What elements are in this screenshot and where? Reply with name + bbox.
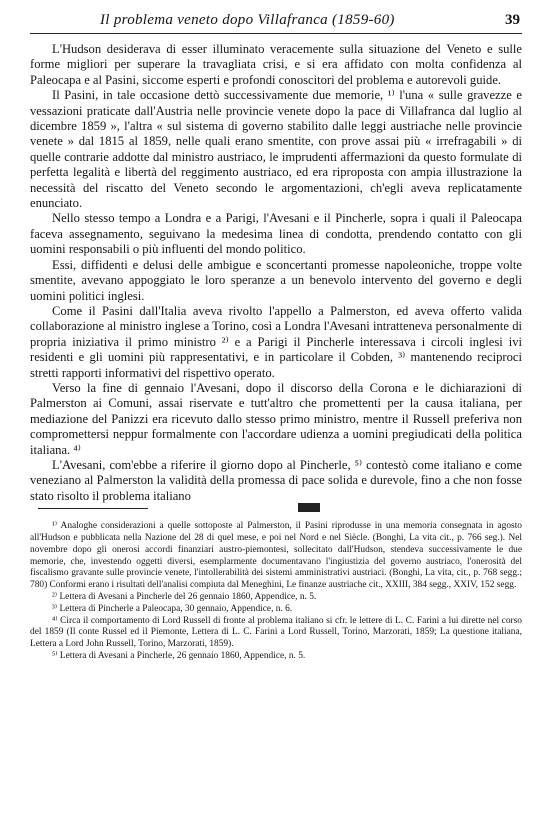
ink-mark	[298, 503, 320, 512]
footnotes	[30, 521, 522, 663]
paragraph: Verso la fine di gennaio l'Avesani, dopo il discorso della Corona e le dichiarazioni di Palmerston ai Comuni, assai riservate e tutt'altro che promettenti per la causa italiana, per mediazione del Panizzi era ricevuto dallo stesso primo ministro, mentre il Russell preferiva non compromettersi neppur formalmente con l'accordare udienza a uomini pregiudicati della politica italiana. ⁴⁾	[30, 380, 522, 457]
footnote: ¹⁾ Analoghe considerazioni a quelle sottoposte al Palmerston, il Pasini riprodusse in una memoria consegnata in agosto all'Hudson e pubblicata nella Nazione del 28 di quel mese, e poi nel Nord e nel Siècle. (Bonghi, La vita cit., p. 766 seg.). Nel novembre dopo gli onerosi accordi finanziari austro-piemontesi, sollecitato dall'Hudson, stendeva successivamente le due memorie, che, investendo oggetti diversi, esemplarmente documentavano l'ingiustizia del governo austriaco, l'onerosità del fiscalismo gravante sulle provincie venete, l'intollerabilità dei sistemi amministrativi austriaci. (Bonghi, La vita, cit., p. 768 segg.; 780) Conformi erano i risultati dell'analisi compiuta dal Meneghini, Le finanze austriache cit., XXIII, 384 segg., XXIV, 152 segg.	[30, 521, 522, 591]
paragraph: L'Hudson desiderava di esser illuminato veracemente sulla situazione del Veneto e sulle forme migliori per superare la travagliata crisi, e si era affidato con molta confidenza al Paleocapa e al Pasini, siccome esperti e profondi conoscitori del problema e autorevoli guide.	[30, 42, 522, 87]
footnote-separator	[30, 505, 522, 519]
footnote: ⁵⁾ Lettera di Avesani a Pincherle, 26 gennaio 1860, Appendice, n. 5.	[52, 650, 306, 661]
paragraph: Nello stesso tempo a Londra e a Parigi, l'Avesani e il Pincherle, sopra i quali il Paleocapa faceva assegnamento, seguivano la medesima linea di condotta, prendendo contatto con gli uomini responsabili o più influenti del mondo politico.	[30, 211, 522, 257]
paragraph: Il Pasini, in tale occasione dettò successivamente due memorie, ¹⁾ l'una « sulle gravezze e vessazioni praticate dall'Austria nelle provincie venete dopo la pace di Villafranca dal luglio al dicembre 1859 », l'altra « sul sistema di governo stabilito dalle leggi austriache nelle provincie venete » dal 1815 al 1859, nelle quali erano smentite, con prove assai più « irrefragabili » di quelle contrarie addotte dal ministro austriaco, le imprudenti affermazioni da questo formulate di perfetta legalità e libertà del reggimento austriaco, ed era riproposta con ampia illustrazione la necessità del riscatto del Veneto secondo le argomentazioni, ch'egli aveva replicatamente enunciato.	[30, 88, 522, 211]
footnote-rule	[38, 508, 148, 509]
footnote: ²⁾ Lettera di Avesani a Pincherle del 26 gennaio 1860, Appendice, n. 5.	[52, 591, 317, 602]
main-text	[30, 42, 522, 504]
running-header	[30, 12, 522, 34]
running-title: Il problema veneto dopo Villafranca (1859-60)	[100, 12, 395, 28]
footnote: ⁴⁾ Circa il comportamento di Lord Russell di fronte al problema italiano si cfr. le lettere di L. C. Farini a lui dirette nel corso del 1859 (Il conte Russel ed il Piemonte, Lettera di L. C. Farini a Lord Russell, Torino, Marzorati, 1859; La questione italiana, Lettera a Lord John Russell, Torino, Marzorati, 1859).	[30, 615, 522, 650]
footnote: ³⁾ Lettera di Pincherle a Paleocapa, 30 gennaio, Appendice, n. 6.	[52, 603, 293, 614]
paragraph: Come il Pasini dall'Italia aveva rivolto l'appello a Palmerston, ed aveva offerto valida collaborazione al ministro inglese a Torino, così a Londra l'Avesani intratteneva personalmente di propria iniziativa il primo ministro ²⁾ e a Parigi il Pincherle interessava i circoli inglesi ivi residenti e gli uomini più rappresentativi, e in particolare il Cobden, ³⁾ mantenendo reciproci stretti rapporti informativi del rispettivo operato.	[30, 303, 522, 380]
paragraph: Essi, diffidenti e delusi delle ambigue e sconcertanti promesse napoleoniche, troppe volte smentite, avevano appoggiato le loro speranze a un benevolo intervento del governo e degli uomini politici inglesi.	[30, 257, 522, 303]
page-number: 39	[505, 12, 520, 28]
paragraph: L'Avesani, com'ebbe a riferire il giorno dopo al Pincherle, ⁵⁾ contestò come italiano e come veneziano al Palmerston la validità della promessa di pace solida e durevole, fino a che non fosse stato risolto il problema italiano	[30, 457, 522, 503]
